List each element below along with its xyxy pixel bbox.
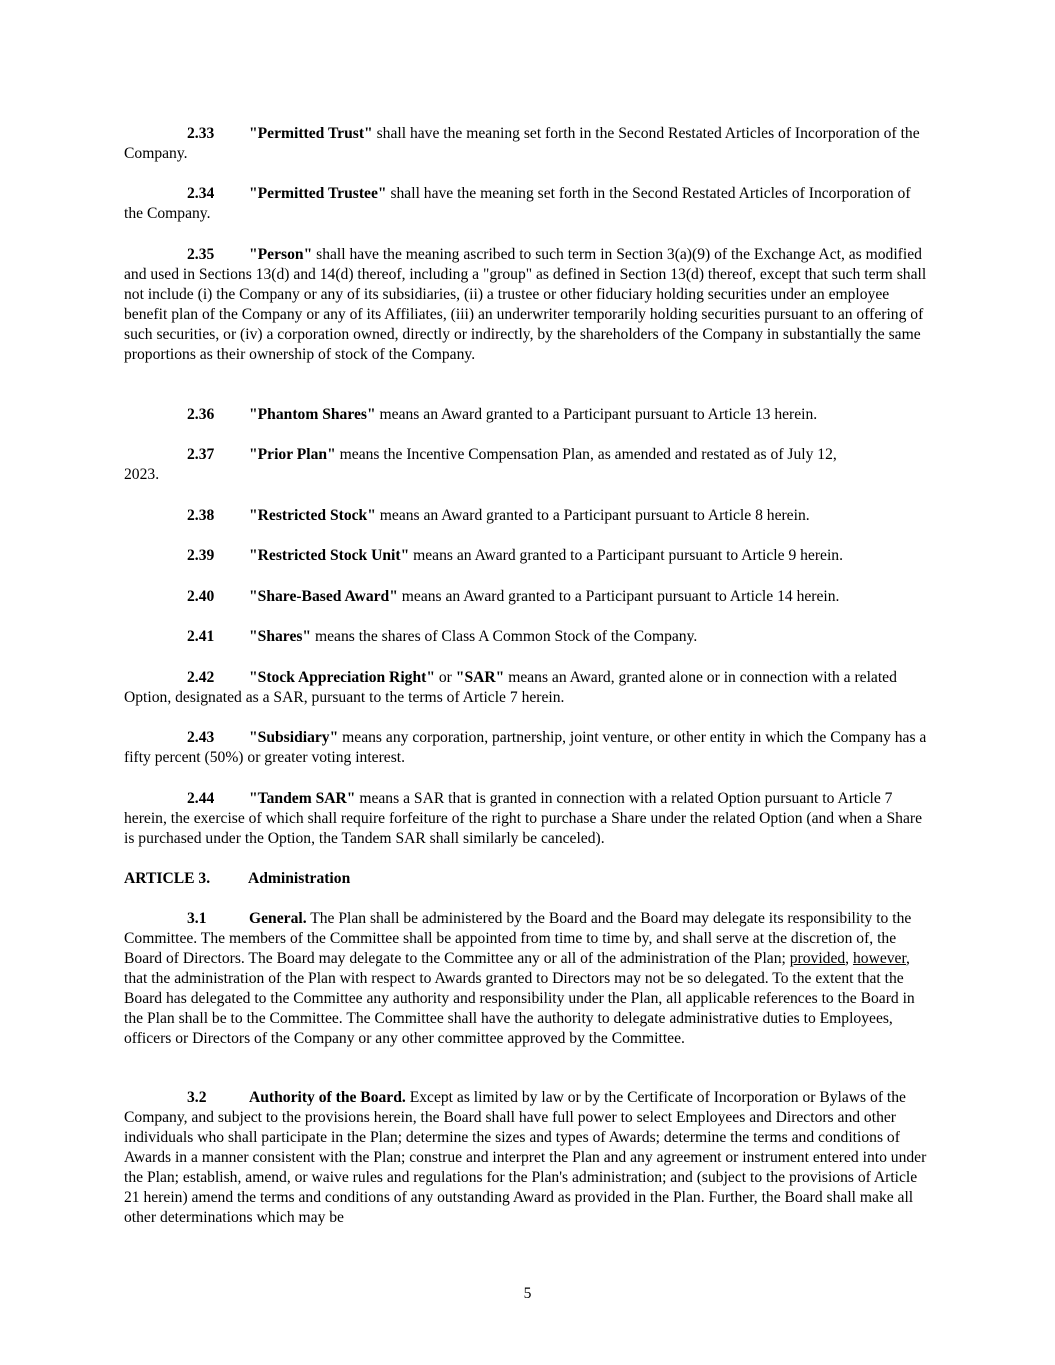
however-term: however	[852, 950, 907, 967]
defined-term-abbrev: "SAR"	[455, 669, 505, 686]
definition-text: means an Award granted to a Participant pursuant to Article 8 herein.	[375, 507, 810, 524]
section-number: 2.36	[187, 406, 215, 423]
definition-2-44	[124, 789, 930, 849]
section-number: 2.33	[187, 125, 215, 142]
defined-term: "Share-Based Award"	[249, 588, 398, 605]
definition-text: means an Award, granted alone or in connection with a related Option, designated as a SAR, pursuant to the terms of Article 7 herein.	[124, 669, 897, 706]
definition-text: means the Incentive Compensation Plan, as amended and restated as of July 12,	[335, 446, 837, 463]
definition-text: means the shares of Class A Common Stock of the Company.	[311, 628, 698, 645]
section-number: 2.39	[187, 547, 215, 564]
definition-text: shall have the meaning ascribed to such term in Section 3(a)(9) of the Exchange Act, as modified and used in Sections 13(d) and 14(d) thereof, including a "group" as defined in Section 13(d) thereof, except that such term shall not include (i) the Company or any of its subsidiaries, (ii) a trustee or other fiduciary holding securities under an employee benefit plan of the Company or any of its Affiliates, (iii) an underwriter temporarily holding securities pursuant to an offering of such securities, or (iv) a corporation owned, directly or indirectly, by the shareholders of the Company in substantially the same proportions as their ownership of stock of the Company.	[124, 246, 927, 363]
defined-term: "Phantom Shares"	[249, 406, 376, 423]
definition-2-41	[124, 627, 930, 647]
separator: ,	[845, 950, 853, 967]
section-heading: General.	[249, 910, 307, 927]
definition-2-36	[124, 405, 930, 425]
section-number: 2.37	[187, 446, 215, 463]
definition-2-33	[124, 124, 930, 164]
section-number: 2.44	[187, 790, 215, 807]
defined-term: "Stock Appreciation Right"	[249, 669, 435, 686]
defined-term: "Permitted Trustee"	[249, 185, 387, 202]
definition-2-39	[124, 546, 930, 566]
article-number: ARTICLE 3.	[124, 870, 211, 887]
defined-term: "Tandem SAR"	[249, 790, 356, 807]
definition-2-42	[124, 668, 930, 708]
definition-2-37	[124, 445, 930, 485]
defined-term: "Restricted Stock"	[249, 507, 376, 524]
section-number: 2.41	[187, 628, 215, 645]
section-text: The Plan shall be administered by the Board and the Board may delegate its responsibility to the Committee. The members of the Committee shall be appointed from time to time by, and shall serve at the discretion of, the Board of Directors. The Board may delegate to the Committee any or all of the administration of the Plan;	[124, 910, 912, 967]
defined-term: "Prior Plan"	[249, 446, 336, 463]
definition-text: means an Award granted to a Participant pursuant to Article 14 herein.	[397, 588, 840, 605]
section-heading: Authority of the Board.	[249, 1089, 406, 1106]
definition-2-38	[124, 506, 930, 526]
section-number: 2.35	[187, 246, 215, 263]
defined-term: "Person"	[249, 246, 313, 263]
definition-text: means a SAR that is granted in connection with a related Option pursuant to Article 7 herein, the exercise of which shall require forfeiture of the right to purchase a Share under the related Option (and when a Share is purchased under the Option, the Tandem SAR shall similarly be canceled).	[124, 790, 922, 847]
defined-term: "Subsidiary"	[249, 729, 339, 746]
section-number: 3.2	[187, 1089, 207, 1106]
definition-text-continued: 2023.	[124, 466, 160, 483]
section-3-1	[124, 909, 930, 1049]
section-number: 2.34	[187, 185, 215, 202]
definition-2-40	[124, 587, 930, 607]
definition-2-35	[124, 245, 930, 365]
section-number: 2.42	[187, 669, 215, 686]
definition-2-34	[124, 184, 930, 224]
section-3-2	[124, 1088, 930, 1228]
defined-term: "Shares"	[249, 628, 312, 645]
article-heading	[124, 869, 930, 889]
section-text-continued: , that the administration of the Plan with respect to Awards granted to Directors may not be so delegated. To the extent that the Board has delegated to the Committee any authority and responsibility under the Plan, all applicable references to the Board in the Plan shall be to the Committee. The Committee shall have the authority to delegate administrative duties to Employees, officers or Directors of the Company or any other committee approved by the Committee.	[124, 950, 915, 1047]
defined-term: "Restricted Stock Unit"	[249, 547, 410, 564]
definition-text: means any corporation, partnership, joint venture, or other entity in which the Company has a fifty percent (50%) or greater voting interest.	[124, 729, 927, 766]
section-number: 2.43	[187, 729, 215, 746]
section-number: 2.40	[187, 588, 215, 605]
definition-text: means an Award granted to a Participant pursuant to Article 13 herein.	[375, 406, 818, 423]
connector-text: or	[434, 669, 456, 686]
definition-text: shall have the meaning set forth in the Second Restated Articles of Incorporation of the Company.	[124, 125, 920, 162]
article-title: Administration	[248, 870, 351, 887]
section-number: 2.38	[187, 507, 215, 524]
definition-2-43	[124, 728, 930, 768]
section-text: Except as limited by law or by the Certificate of Incorporation or Bylaws of the Company, and subject to the provisions herein, the Board shall have full power to select Employees and Directors and other individuals who shall participate in the Plan; determine the sizes and types of Awards; determine the terms and conditions of Awards in a manner consistent with the Plan; construe and interpret the Plan and any agreement or instrument entered into under the Plan; establish, amend, or waive rules and regulations for the Plan's administration; and (subject to the provisions of Article 21 herein) amend the terms and conditions of any outstanding Award as provided in the Plan. Further, the Board shall make all other determinations which may be	[124, 1089, 927, 1226]
page-number: 5	[523, 1285, 532, 1302]
defined-term: "Permitted Trust"	[249, 125, 373, 142]
provided-term: provided	[789, 950, 846, 967]
definition-text: means an Award granted to a Participant pursuant to Article 9 herein.	[409, 547, 843, 564]
section-number: 3.1	[187, 910, 207, 927]
definition-text: shall have the meaning set forth in the Second Restated Articles of Incorporation of the Company.	[124, 185, 911, 222]
